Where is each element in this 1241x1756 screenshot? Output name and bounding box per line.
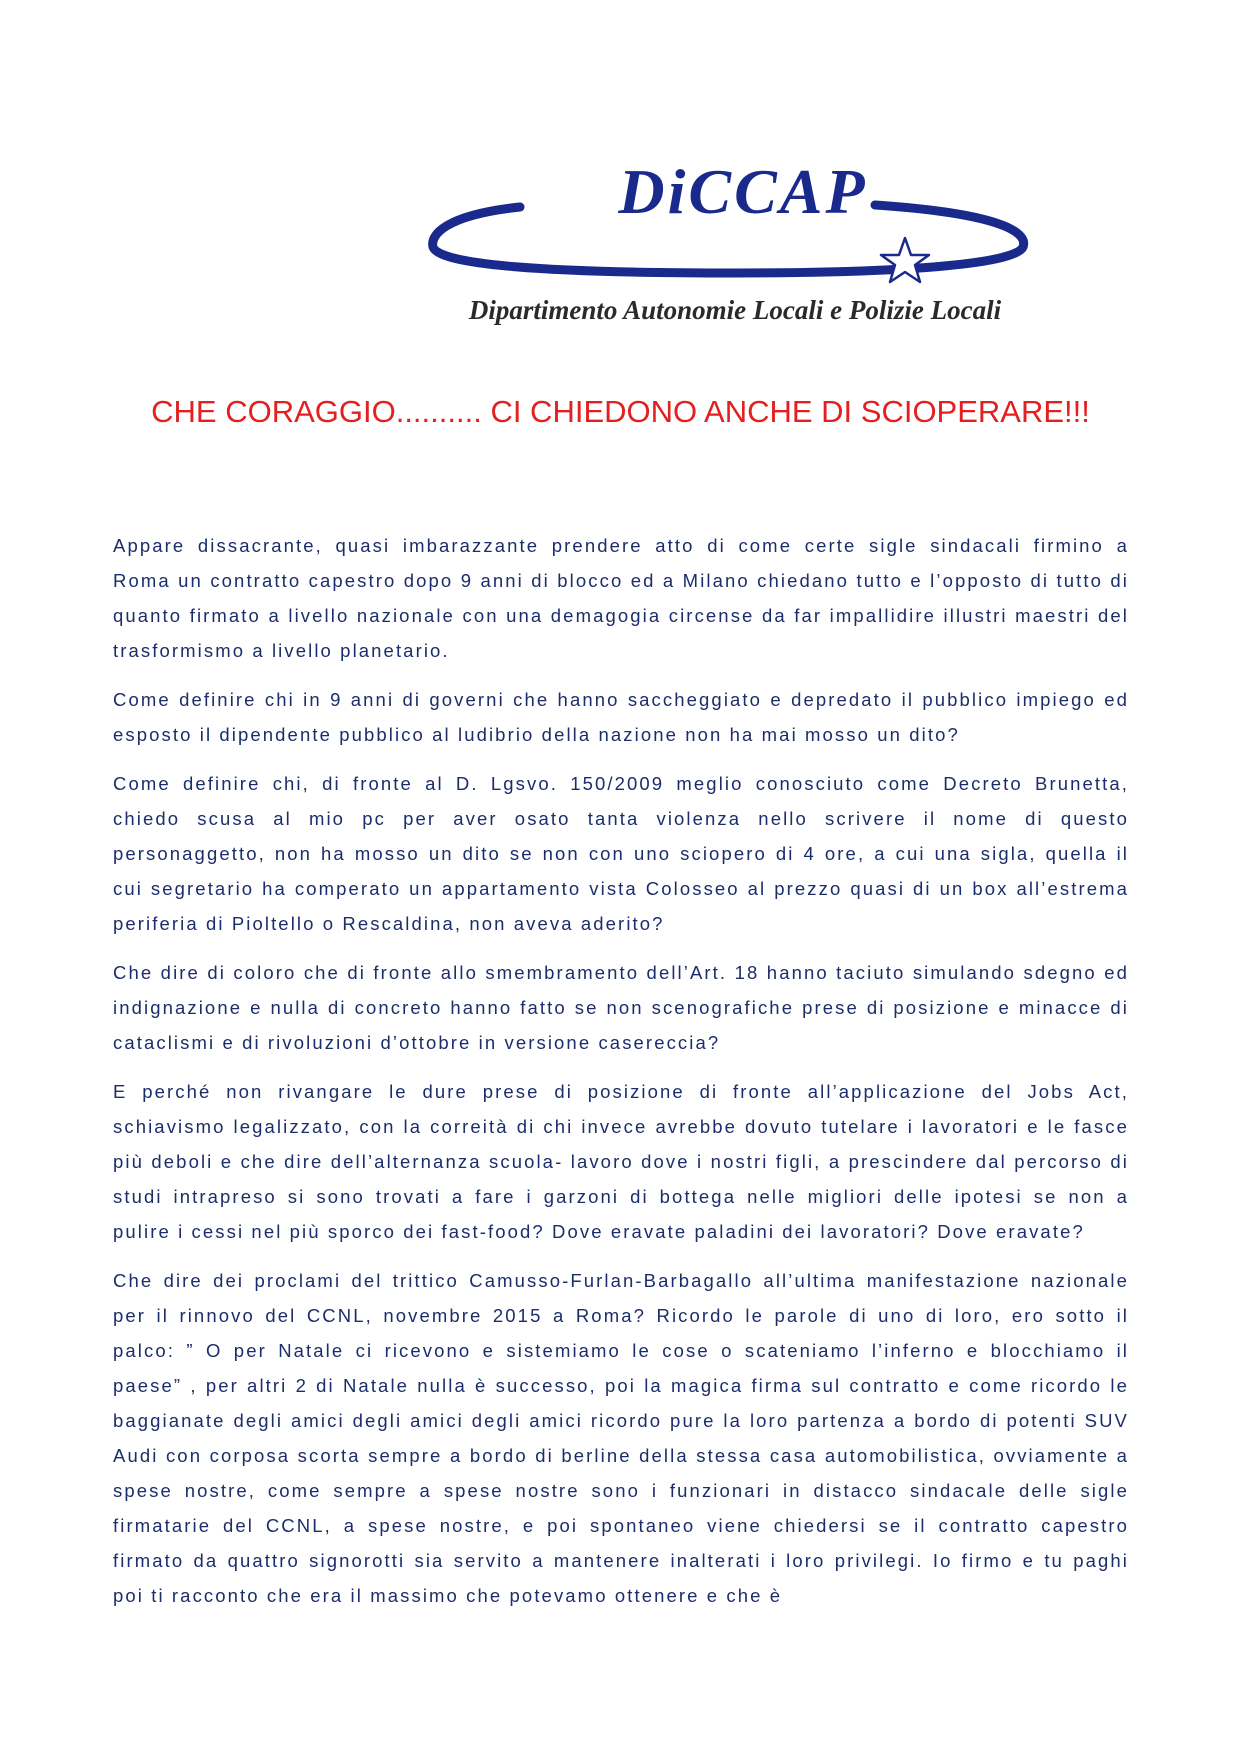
logo (425, 165, 1045, 335)
star-icon (881, 238, 929, 282)
logo-subtitle: Dipartimento Autonomie Locali e Polizie Locali (468, 295, 1002, 325)
document-body (113, 528, 1129, 1627)
logo-brand: DiCCAP (618, 165, 868, 227)
paragraph: Che dire di coloro che di fronte allo smembramento dell’Art. 18 hanno taciuto simulando sdegno ed indignazione e nulla di concreto hanno fatto se non scenografiche prese di posizione e minacce di cataclismi e di rivoluzioni d’ottobre in versione casereccia? (113, 962, 1129, 1053)
paragraph: E perché non rivangare le dure prese di posizione di fronte all’applicazione del Jobs Act, schiavismo legalizzato, con la correità di chi invece avrebbe dovuto tutelare i lavoratori e le fasce più deboli e che dire dell’alternanza scuola- lavoro dove i nostri figli, a prescindere dal percorso di studi intrapreso si sono trovati a fare i garzoni di bottega nelle migliori delle ipotesi se non a pulire i cessi nel più sporco dei fast-food? Dove eravate paladini dei lavoratori? Dove eravate? (113, 1081, 1129, 1242)
paragraph: Appare dissacrante, quasi imbarazzante prendere atto di come certe sigle sindacali firmino a Roma un contratto capestro dopo 9 anni di blocco ed a Milano chiedano tutto e l’opposto di tutto di quanto firmato a livello nazionale con una demagogia circense da far impallidire illustri maestri del trasformismo a livello planetario. (113, 535, 1129, 661)
diccap-logo-mark (425, 165, 1045, 290)
paragraph: Come definire chi in 9 anni di governi che hanno saccheggiato e depredato il pubblico impiego ed esposto il dipendente pubblico al ludibrio della nazione non ha mai mosso un dito? (113, 689, 1129, 745)
page-title: CHE CORAGGIO.......... CI CHIEDONO ANCHE DI SCIOPERARE!!! (151, 394, 1090, 429)
paragraph: Che dire dei proclami del trittico Camusso-Furlan-Barbagallo all’ultima manifestazione nazionale per il rinnovo del CCNL, novembre 2015 a Roma? Ricordo le parole di uno di loro, ero sotto il palco: ” O per Natale ci ricevono e sistemiamo le cose o scateniamo l’inferno e blocchiamo il paese” , per altri 2 di Natale nulla è successo, poi la magica firma sul contratto e come ricordo le baggianate degli amici degli amici degli amici ricordo pure la loro partenza a bordo di potenti SUV Audi con corposa scorta sempre a bordo di berline della stessa casa automobilistica, ovviamente a spese nostre, come sempre a spese nostre sono i funzionari in distacco sindacale delle sigle firmatarie del CCNL, a spese nostre, e poi spontaneo viene chiedersi se il contratto capestro firmato da quattro signorotti sia servito a mantenere inalterati i loro privilegi. Io firmo e tu paghi poi ti racconto che era il massimo che potevamo ottenere e che è (113, 1270, 1129, 1606)
paragraph: Come definire chi, di fronte al D. Lgsvo. 150/2009 meglio conosciuto come Decreto Brunetta, chiedo scusa al mio pc per aver osato tanta violenza nello scrivere il nome di questo personaggetto, non ha mosso un dito se non con uno sciopero di 4 ore, a cui una sigla, quella il cui segretario ha comperato un appartamento vista Colosseo al prezzo quasi di un box all’estrema periferia di Pioltello o Rescaldina, non aveva aderito? (113, 773, 1129, 934)
